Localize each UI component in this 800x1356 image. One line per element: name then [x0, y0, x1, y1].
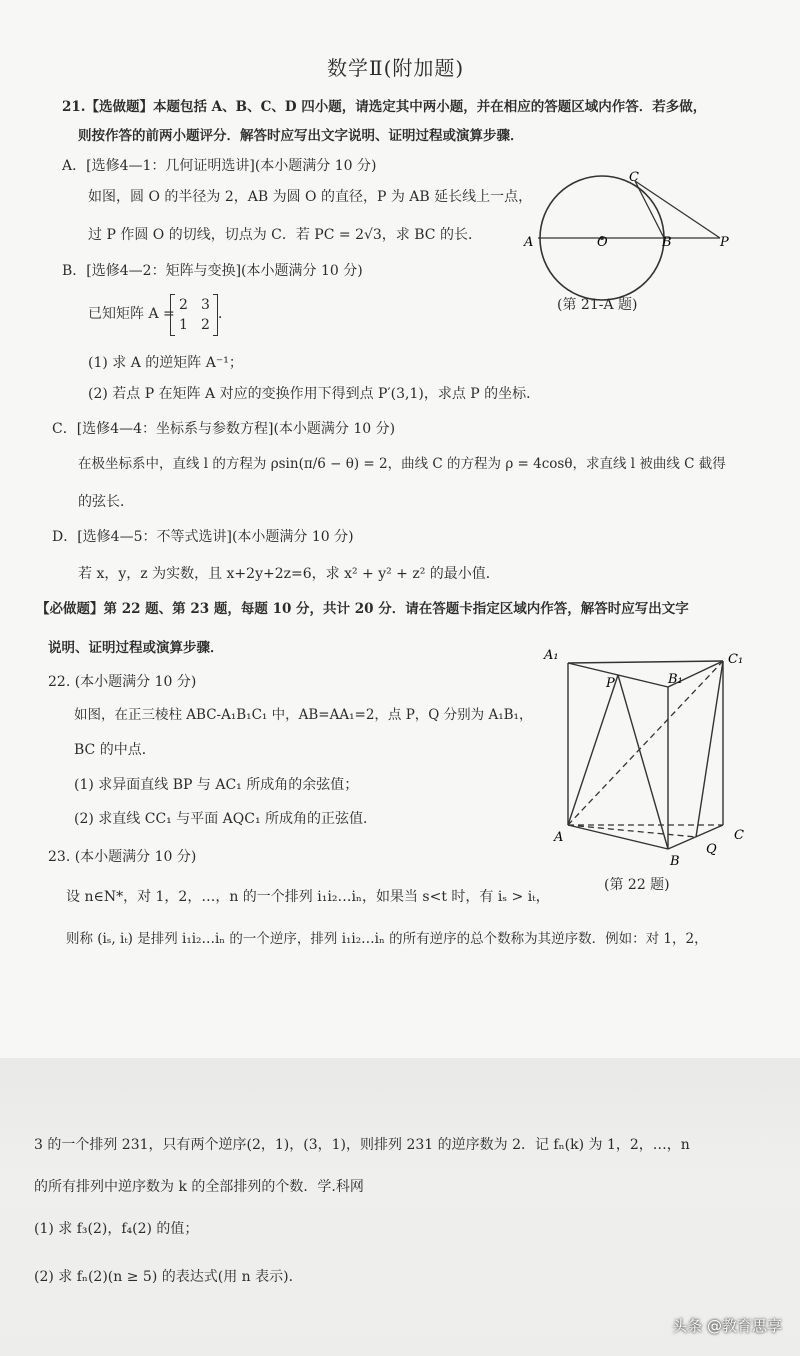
matrix-a12: 3 [201, 297, 210, 313]
q23-part1: (1) 求 f₃(2)，f₄(2) 的值； [34, 1221, 199, 1237]
q21c-line1: 在极坐标系中，直线 l 的方程为 ρsin(π/6 − θ) = 2，曲线 C 的方程为 ρ = 4cosθ，求直线 l 被曲线 C 截得 [78, 456, 726, 472]
q23-line1: 设 n∈N*，对 1，2，…，n 的一个排列 i₁i₂…iₙ，如果当 s<t 时，有 iₛ > iₜ， [66, 889, 550, 905]
fig21a-label-P: P [720, 235, 729, 250]
fig22-label-B: B [670, 854, 680, 869]
q21d-heading: D．[选修4—5：不等式选讲](本小题满分 10 分) [52, 529, 354, 545]
q21a-line1: 如图，圆 O 的半径为 2，AB 为圆 O 的直径，P 为 AB 延长线上一点， [88, 189, 533, 205]
fig21a-label-B: B [662, 235, 672, 250]
q21a-line2: 过 P 作圆 O 的切线，切点为 C．若 PC = 2√3，求 BC 的长． [88, 227, 482, 243]
figure-22-prism [540, 645, 765, 869]
fig21a-label-C: C [629, 170, 639, 185]
q23-heading: 23. (本小题满分 10 分) [48, 849, 197, 865]
matrix-period: ． [218, 306, 232, 322]
q22-line2: BC 的中点． [74, 742, 156, 758]
q21b-given: 已知矩阵 A = [88, 306, 175, 322]
q21-header-line2: 则按作答的前两小题评分．解答时应写出文字说明、证明过程或演算步骤． [78, 128, 524, 144]
matrix-A [170, 294, 218, 336]
q22-line1: 如图，在正三棱柱 ABC-A₁B₁C₁ 中，AB=AA₁=2，点 P，Q 分别为 A₁B₁， [74, 707, 533, 723]
q21c-line2: 的弦长． [78, 494, 134, 510]
q21c-heading: C．[选修4—4：坐标系与参数方程](本小题满分 10 分) [52, 421, 396, 437]
required-line2: 说明、证明过程或演算步骤． [48, 640, 224, 656]
fig22-label-A: A [554, 830, 564, 845]
q22-heading: 22. (本小题满分 10 分) [48, 674, 197, 690]
q21a-heading: A．[选修4—1：几何证明选讲](本小题满分 10 分) [62, 158, 377, 174]
q23-part2: (2) 求 fₙ(2)(n ≥ 5) 的表达式(用 n 表示)． [34, 1269, 303, 1285]
matrix-a21: 1 [179, 317, 188, 333]
fig21a-label-O: O [597, 235, 608, 250]
q23-line2: 则称 (iₛ, iₜ) 是排列 i₁i₂…iₙ 的一个逆序，排列 i₁i₂…iₙ 的所有逆序的总个数称为其逆序数．例如：对 1，2， [66, 931, 708, 947]
matrix-a11: 2 [179, 297, 188, 313]
q21d-line1: 若 x，y，z 为实数，且 x+2y+2z=6，求 x² + y² + z² 的最小值． [78, 566, 500, 582]
matrix-a22: 2 [201, 317, 210, 333]
q21b-part2: (2) 若点 P 在矩阵 A 对应的变换作用下得到点 P′(3,1)，求点 P 的坐标． [88, 386, 541, 402]
q21-header-line1: 21.【选做题】本题包括 A、B、C、D 四小题，请选定其中两小题，并在相应的答题区域内作答．若多做， [62, 99, 707, 115]
fig22-label-P: P [606, 676, 615, 691]
fig22-label-C: C [734, 828, 744, 843]
exam-page-bottom [0, 1058, 800, 1356]
watermark: 头条 @教育思享 [672, 1317, 782, 1335]
q23-line3: 3 的一个排列 231，只有两个逆序(2，1)，(3，1)，则排列 231 的逆序数为 2．记 fₙ(k) 为 1，2，…，n [34, 1137, 690, 1153]
fig21a-caption: (第 21-A 题) [557, 297, 638, 313]
required-line1: 【必做题】第 22 题、第 23 题，每题 10 分，共计 20 分．请在答题卡指定区域内作答，解答时应写出文字 [36, 601, 689, 617]
q23-line4: 的所有排列中逆序数为 k 的全部排列的个数．学.科网 [34, 1179, 364, 1195]
fig22-caption: (第 22 题) [604, 877, 670, 893]
q22-part1: (1) 求异面直线 BP 与 AC₁ 所成角的余弦值； [74, 777, 359, 793]
fig22-label-Q: Q [706, 842, 717, 857]
fig22-label-C1: C₁ [728, 652, 744, 667]
q22-part2: (2) 求直线 CC₁ 与平面 AQC₁ 所成角的正弦值． [74, 811, 378, 827]
fig21a-label-A: A [524, 235, 534, 250]
q21b-part1: (1) 求 A 的逆矩阵 A⁻¹； [88, 355, 243, 371]
fig22-label-A1: A₁ [544, 648, 559, 663]
q21b-heading: B．[选修4—2：矩阵与变换](本小题满分 10 分) [62, 263, 363, 279]
fig22-label-B1: B₁ [668, 672, 683, 687]
page-title: 数学Ⅱ(附加题) [327, 56, 465, 80]
